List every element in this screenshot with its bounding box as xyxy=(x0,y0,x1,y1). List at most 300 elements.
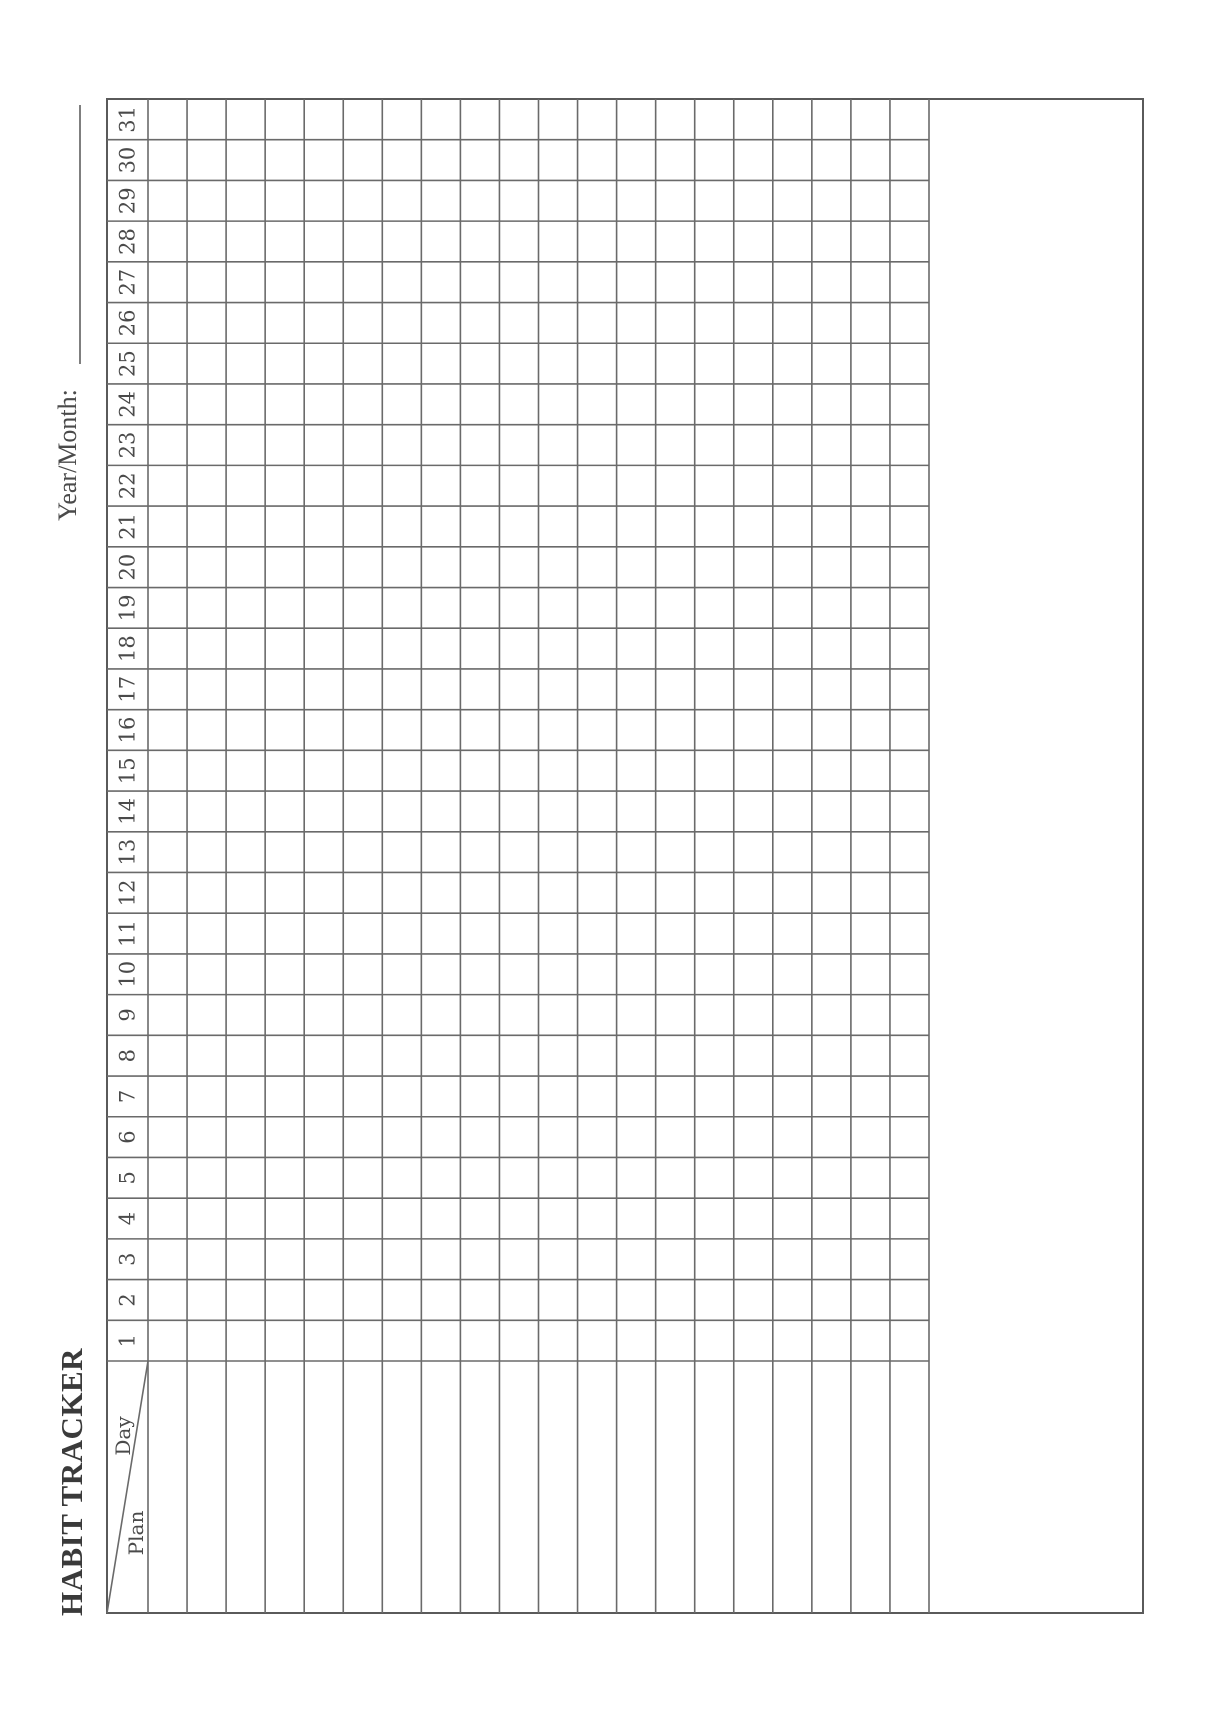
habit-day-cell[interactable] xyxy=(188,222,225,261)
habit-day-cell[interactable] xyxy=(500,344,537,383)
habit-day-cell[interactable] xyxy=(305,1158,342,1197)
habit-day-cell[interactable] xyxy=(149,100,186,139)
habit-day-cell[interactable] xyxy=(813,507,850,546)
habit-day-cell[interactable] xyxy=(461,344,498,383)
habit-day-cell[interactable] xyxy=(813,1158,850,1197)
habit-day-cell[interactable] xyxy=(500,385,537,424)
habit-day-cell[interactable] xyxy=(540,996,577,1035)
habit-day-cell[interactable] xyxy=(852,1321,889,1360)
habit-day-cell[interactable] xyxy=(383,792,420,831)
habit-day-cell[interactable] xyxy=(540,141,577,180)
habit-day-cell[interactable] xyxy=(422,1199,459,1238)
habit-day-cell[interactable] xyxy=(579,589,616,628)
habit-day-cell[interactable] xyxy=(852,344,889,383)
habit-day-cell[interactable] xyxy=(813,833,850,872)
habit-day-cell[interactable] xyxy=(149,1281,186,1320)
habit-day-cell[interactable] xyxy=(774,263,811,302)
habit-day-cell[interactable] xyxy=(266,589,303,628)
habit-day-cell[interactable] xyxy=(383,466,420,505)
habit-day-cell[interactable] xyxy=(266,344,303,383)
habit-day-cell[interactable] xyxy=(500,263,537,302)
habit-day-cell[interactable] xyxy=(266,792,303,831)
habit-day-cell[interactable] xyxy=(500,751,537,790)
habit-day-cell[interactable] xyxy=(266,304,303,343)
habit-day-cell[interactable] xyxy=(774,1240,811,1279)
habit-day-cell[interactable] xyxy=(891,873,928,912)
habit-day-cell[interactable] xyxy=(461,955,498,994)
habit-day-cell[interactable] xyxy=(813,181,850,220)
habit-day-cell[interactable] xyxy=(383,263,420,302)
habit-day-cell[interactable] xyxy=(696,548,733,587)
habit-day-cell[interactable] xyxy=(891,181,928,220)
habit-day-cell[interactable] xyxy=(540,181,577,220)
habit-day-cell[interactable] xyxy=(852,304,889,343)
habit-plan-cell[interactable] xyxy=(696,1362,733,1612)
habit-day-cell[interactable] xyxy=(540,1036,577,1075)
habit-day-cell[interactable] xyxy=(188,263,225,302)
habit-day-cell[interactable] xyxy=(735,385,772,424)
habit-day-cell[interactable] xyxy=(852,670,889,709)
habit-day-cell[interactable] xyxy=(540,222,577,261)
habit-day-cell[interactable] xyxy=(579,1077,616,1116)
habit-day-cell[interactable] xyxy=(383,670,420,709)
habit-day-cell[interactable] xyxy=(813,589,850,628)
habit-day-cell[interactable] xyxy=(344,344,381,383)
habit-day-cell[interactable] xyxy=(735,914,772,953)
habit-day-cell[interactable] xyxy=(579,914,616,953)
habit-day-cell[interactable] xyxy=(813,426,850,465)
habit-day-cell[interactable] xyxy=(266,1240,303,1279)
habit-day-cell[interactable] xyxy=(383,100,420,139)
habit-day-cell[interactable] xyxy=(266,1199,303,1238)
habit-day-cell[interactable] xyxy=(500,141,537,180)
habit-day-cell[interactable] xyxy=(344,1281,381,1320)
habit-day-cell[interactable] xyxy=(461,1158,498,1197)
habit-day-cell[interactable] xyxy=(696,792,733,831)
habit-day-cell[interactable] xyxy=(618,548,655,587)
habit-day-cell[interactable] xyxy=(227,263,264,302)
habit-day-cell[interactable] xyxy=(774,548,811,587)
habit-plan-cell[interactable] xyxy=(227,1362,264,1612)
habit-day-cell[interactable] xyxy=(579,833,616,872)
habit-day-cell[interactable] xyxy=(579,1199,616,1238)
habit-day-cell[interactable] xyxy=(305,263,342,302)
habit-day-cell[interactable] xyxy=(383,507,420,546)
habit-day-cell[interactable] xyxy=(774,222,811,261)
habit-day-cell[interactable] xyxy=(891,507,928,546)
habit-day-cell[interactable] xyxy=(618,507,655,546)
habit-day-cell[interactable] xyxy=(188,1281,225,1320)
habit-day-cell[interactable] xyxy=(540,1077,577,1116)
habit-day-cell[interactable] xyxy=(657,466,694,505)
habit-day-cell[interactable] xyxy=(735,548,772,587)
habit-day-cell[interactable] xyxy=(266,1321,303,1360)
habit-day-cell[interactable] xyxy=(344,548,381,587)
habit-day-cell[interactable] xyxy=(227,548,264,587)
habit-day-cell[interactable] xyxy=(227,711,264,750)
habit-day-cell[interactable] xyxy=(891,996,928,1035)
habit-day-cell[interactable] xyxy=(891,914,928,953)
habit-day-cell[interactable] xyxy=(891,1118,928,1157)
habit-day-cell[interactable] xyxy=(618,629,655,668)
habit-day-cell[interactable] xyxy=(618,426,655,465)
habit-day-cell[interactable] xyxy=(657,711,694,750)
habit-plan-cell[interactable] xyxy=(852,1362,889,1612)
habit-day-cell[interactable] xyxy=(657,670,694,709)
habit-day-cell[interactable] xyxy=(891,1240,928,1279)
habit-day-cell[interactable] xyxy=(891,589,928,628)
habit-day-cell[interactable] xyxy=(500,792,537,831)
habit-day-cell[interactable] xyxy=(696,629,733,668)
habit-day-cell[interactable] xyxy=(735,1158,772,1197)
habit-day-cell[interactable] xyxy=(696,1199,733,1238)
habit-day-cell[interactable] xyxy=(735,1199,772,1238)
habit-day-cell[interactable] xyxy=(618,996,655,1035)
habit-day-cell[interactable] xyxy=(696,100,733,139)
habit-day-cell[interactable] xyxy=(891,344,928,383)
habit-day-cell[interactable] xyxy=(579,507,616,546)
habit-day-cell[interactable] xyxy=(227,304,264,343)
habit-day-cell[interactable] xyxy=(227,141,264,180)
habit-day-cell[interactable] xyxy=(813,670,850,709)
habit-plan-cell[interactable] xyxy=(149,1362,186,1612)
habit-day-cell[interactable] xyxy=(188,181,225,220)
habit-day-cell[interactable] xyxy=(500,548,537,587)
habit-day-cell[interactable] xyxy=(344,385,381,424)
habit-day-cell[interactable] xyxy=(891,426,928,465)
habit-day-cell[interactable] xyxy=(461,711,498,750)
habit-day-cell[interactable] xyxy=(305,670,342,709)
habit-day-cell[interactable] xyxy=(813,751,850,790)
habit-day-cell[interactable] xyxy=(344,629,381,668)
habit-day-cell[interactable] xyxy=(422,304,459,343)
habit-day-cell[interactable] xyxy=(500,629,537,668)
habit-day-cell[interactable] xyxy=(383,1077,420,1116)
habit-day-cell[interactable] xyxy=(227,589,264,628)
habit-day-cell[interactable] xyxy=(227,426,264,465)
habit-day-cell[interactable] xyxy=(891,1158,928,1197)
habit-day-cell[interactable] xyxy=(579,1036,616,1075)
habit-day-cell[interactable] xyxy=(266,548,303,587)
habit-day-cell[interactable] xyxy=(774,629,811,668)
habit-day-cell[interactable] xyxy=(188,711,225,750)
habit-plan-cell[interactable] xyxy=(618,1362,655,1612)
habit-day-cell[interactable] xyxy=(305,711,342,750)
habit-plan-cell[interactable] xyxy=(344,1362,381,1612)
habit-day-cell[interactable] xyxy=(227,1240,264,1279)
habit-day-cell[interactable] xyxy=(657,996,694,1035)
habit-day-cell[interactable] xyxy=(227,1118,264,1157)
habit-day-cell[interactable] xyxy=(813,100,850,139)
habit-day-cell[interactable] xyxy=(735,507,772,546)
habit-day-cell[interactable] xyxy=(540,100,577,139)
habit-day-cell[interactable] xyxy=(461,873,498,912)
habit-day-cell[interactable] xyxy=(735,670,772,709)
habit-day-cell[interactable] xyxy=(305,589,342,628)
habit-day-cell[interactable] xyxy=(696,996,733,1035)
habit-day-cell[interactable] xyxy=(579,711,616,750)
habit-day-cell[interactable] xyxy=(500,589,537,628)
habit-day-cell[interactable] xyxy=(383,1281,420,1320)
habit-day-cell[interactable] xyxy=(266,873,303,912)
habit-day-cell[interactable] xyxy=(266,1158,303,1197)
habit-day-cell[interactable] xyxy=(813,955,850,994)
habit-day-cell[interactable] xyxy=(852,873,889,912)
habit-day-cell[interactable] xyxy=(227,751,264,790)
habit-day-cell[interactable] xyxy=(696,222,733,261)
habit-day-cell[interactable] xyxy=(657,304,694,343)
habit-day-cell[interactable] xyxy=(735,955,772,994)
habit-day-cell[interactable] xyxy=(813,629,850,668)
habit-day-cell[interactable] xyxy=(383,1118,420,1157)
habit-day-cell[interactable] xyxy=(618,1118,655,1157)
habit-day-cell[interactable] xyxy=(500,466,537,505)
habit-day-cell[interactable] xyxy=(149,466,186,505)
habit-day-cell[interactable] xyxy=(383,1321,420,1360)
habit-day-cell[interactable] xyxy=(305,914,342,953)
habit-day-cell[interactable] xyxy=(500,507,537,546)
habit-plan-cell[interactable] xyxy=(383,1362,420,1612)
habit-day-cell[interactable] xyxy=(461,833,498,872)
habit-day-cell[interactable] xyxy=(266,100,303,139)
habit-day-cell[interactable] xyxy=(852,466,889,505)
habit-day-cell[interactable] xyxy=(696,751,733,790)
habit-plan-cell[interactable] xyxy=(266,1362,303,1612)
habit-plan-cell[interactable] xyxy=(422,1362,459,1612)
habit-day-cell[interactable] xyxy=(813,141,850,180)
habit-day-cell[interactable] xyxy=(540,751,577,790)
habit-day-cell[interactable] xyxy=(579,751,616,790)
habit-day-cell[interactable] xyxy=(422,955,459,994)
habit-day-cell[interactable] xyxy=(774,304,811,343)
habit-day-cell[interactable] xyxy=(383,344,420,383)
habit-day-cell[interactable] xyxy=(266,222,303,261)
habit-day-cell[interactable] xyxy=(657,873,694,912)
habit-day-cell[interactable] xyxy=(188,1321,225,1360)
habit-plan-cell[interactable] xyxy=(461,1362,498,1612)
habit-day-cell[interactable] xyxy=(188,1158,225,1197)
habit-day-cell[interactable] xyxy=(422,141,459,180)
habit-day-cell[interactable] xyxy=(657,426,694,465)
habit-day-cell[interactable] xyxy=(540,1281,577,1320)
habit-day-cell[interactable] xyxy=(344,1240,381,1279)
habit-day-cell[interactable] xyxy=(774,141,811,180)
habit-day-cell[interactable] xyxy=(500,304,537,343)
habit-day-cell[interactable] xyxy=(735,1281,772,1320)
habit-day-cell[interactable] xyxy=(852,751,889,790)
habit-day-cell[interactable] xyxy=(657,1118,694,1157)
habit-day-cell[interactable] xyxy=(149,1036,186,1075)
habit-day-cell[interactable] xyxy=(500,1158,537,1197)
habit-day-cell[interactable] xyxy=(540,1158,577,1197)
habit-day-cell[interactable] xyxy=(149,996,186,1035)
habit-day-cell[interactable] xyxy=(383,751,420,790)
habit-day-cell[interactable] xyxy=(461,222,498,261)
habit-day-cell[interactable] xyxy=(579,792,616,831)
habit-day-cell[interactable] xyxy=(227,344,264,383)
habit-day-cell[interactable] xyxy=(657,1077,694,1116)
habit-day-cell[interactable] xyxy=(579,548,616,587)
habit-day-cell[interactable] xyxy=(540,1199,577,1238)
habit-day-cell[interactable] xyxy=(891,100,928,139)
habit-day-cell[interactable] xyxy=(696,1281,733,1320)
habit-day-cell[interactable] xyxy=(383,833,420,872)
habit-day-cell[interactable] xyxy=(618,792,655,831)
habit-day-cell[interactable] xyxy=(618,1281,655,1320)
habit-day-cell[interactable] xyxy=(891,711,928,750)
habit-day-cell[interactable] xyxy=(227,466,264,505)
habit-day-cell[interactable] xyxy=(852,507,889,546)
habit-day-cell[interactable] xyxy=(149,1077,186,1116)
habit-day-cell[interactable] xyxy=(266,507,303,546)
habit-day-cell[interactable] xyxy=(813,1077,850,1116)
habit-day-cell[interactable] xyxy=(188,873,225,912)
habit-day-cell[interactable] xyxy=(149,222,186,261)
habit-plan-cell[interactable] xyxy=(774,1362,811,1612)
habit-day-cell[interactable] xyxy=(618,385,655,424)
habit-day-cell[interactable] xyxy=(657,222,694,261)
habit-day-cell[interactable] xyxy=(735,711,772,750)
habit-day-cell[interactable] xyxy=(266,1077,303,1116)
habit-day-cell[interactable] xyxy=(735,589,772,628)
habit-day-cell[interactable] xyxy=(774,1077,811,1116)
habit-day-cell[interactable] xyxy=(540,1118,577,1157)
habit-day-cell[interactable] xyxy=(774,833,811,872)
habit-day-cell[interactable] xyxy=(305,141,342,180)
habit-day-cell[interactable] xyxy=(618,955,655,994)
habit-day-cell[interactable] xyxy=(852,1036,889,1075)
habit-day-cell[interactable] xyxy=(774,1118,811,1157)
habit-day-cell[interactable] xyxy=(852,955,889,994)
habit-day-cell[interactable] xyxy=(500,873,537,912)
habit-day-cell[interactable] xyxy=(540,426,577,465)
habit-day-cell[interactable] xyxy=(149,751,186,790)
habit-day-cell[interactable] xyxy=(383,385,420,424)
habit-day-cell[interactable] xyxy=(227,222,264,261)
habit-day-cell[interactable] xyxy=(500,1118,537,1157)
habit-day-cell[interactable] xyxy=(266,670,303,709)
habit-day-cell[interactable] xyxy=(774,955,811,994)
habit-day-cell[interactable] xyxy=(618,1036,655,1075)
habit-day-cell[interactable] xyxy=(305,751,342,790)
habit-day-cell[interactable] xyxy=(774,711,811,750)
habit-day-cell[interactable] xyxy=(540,507,577,546)
habit-day-cell[interactable] xyxy=(227,1199,264,1238)
habit-day-cell[interactable] xyxy=(305,385,342,424)
habit-day-cell[interactable] xyxy=(891,792,928,831)
habit-day-cell[interactable] xyxy=(149,304,186,343)
habit-day-cell[interactable] xyxy=(422,1158,459,1197)
habit-day-cell[interactable] xyxy=(852,629,889,668)
habit-day-cell[interactable] xyxy=(149,385,186,424)
habit-day-cell[interactable] xyxy=(149,141,186,180)
habit-day-cell[interactable] xyxy=(461,589,498,628)
habit-day-cell[interactable] xyxy=(735,833,772,872)
habit-day-cell[interactable] xyxy=(383,1036,420,1075)
habit-day-cell[interactable] xyxy=(579,263,616,302)
habit-day-cell[interactable] xyxy=(618,344,655,383)
habit-day-cell[interactable] xyxy=(657,1158,694,1197)
habit-day-cell[interactable] xyxy=(657,181,694,220)
habit-day-cell[interactable] xyxy=(774,792,811,831)
habit-day-cell[interactable] xyxy=(696,1036,733,1075)
habit-day-cell[interactable] xyxy=(579,304,616,343)
habit-day-cell[interactable] xyxy=(500,955,537,994)
habit-day-cell[interactable] xyxy=(540,873,577,912)
habit-day-cell[interactable] xyxy=(891,141,928,180)
habit-day-cell[interactable] xyxy=(422,466,459,505)
habit-day-cell[interactable] xyxy=(696,1240,733,1279)
habit-day-cell[interactable] xyxy=(618,263,655,302)
notes-area[interactable] xyxy=(930,100,1142,1612)
habit-day-cell[interactable] xyxy=(618,873,655,912)
habit-day-cell[interactable] xyxy=(305,873,342,912)
habit-day-cell[interactable] xyxy=(383,914,420,953)
habit-day-cell[interactable] xyxy=(461,792,498,831)
habit-day-cell[interactable] xyxy=(852,1281,889,1320)
habit-day-cell[interactable] xyxy=(344,507,381,546)
habit-day-cell[interactable] xyxy=(188,1077,225,1116)
habit-day-cell[interactable] xyxy=(422,100,459,139)
habit-day-cell[interactable] xyxy=(540,1321,577,1360)
habit-day-cell[interactable] xyxy=(188,629,225,668)
habit-day-cell[interactable] xyxy=(461,670,498,709)
habit-day-cell[interactable] xyxy=(422,833,459,872)
habit-day-cell[interactable] xyxy=(696,1077,733,1116)
habit-day-cell[interactable] xyxy=(344,100,381,139)
habit-day-cell[interactable] xyxy=(344,1199,381,1238)
habit-day-cell[interactable] xyxy=(891,1036,928,1075)
habit-day-cell[interactable] xyxy=(305,629,342,668)
habit-day-cell[interactable] xyxy=(696,507,733,546)
habit-day-cell[interactable] xyxy=(813,1036,850,1075)
habit-day-cell[interactable] xyxy=(500,1199,537,1238)
habit-day-cell[interactable] xyxy=(579,426,616,465)
habit-day-cell[interactable] xyxy=(852,548,889,587)
habit-day-cell[interactable] xyxy=(461,181,498,220)
habit-day-cell[interactable] xyxy=(188,792,225,831)
habit-day-cell[interactable] xyxy=(579,629,616,668)
habit-day-cell[interactable] xyxy=(149,792,186,831)
habit-day-cell[interactable] xyxy=(383,222,420,261)
habit-day-cell[interactable] xyxy=(500,1321,537,1360)
habit-day-cell[interactable] xyxy=(500,914,537,953)
habit-day-cell[interactable] xyxy=(422,507,459,546)
habit-day-cell[interactable] xyxy=(422,548,459,587)
habit-day-cell[interactable] xyxy=(813,548,850,587)
habit-day-cell[interactable] xyxy=(461,1321,498,1360)
habit-day-cell[interactable] xyxy=(579,873,616,912)
habit-day-cell[interactable] xyxy=(422,1321,459,1360)
habit-day-cell[interactable] xyxy=(813,1321,850,1360)
habit-day-cell[interactable] xyxy=(461,304,498,343)
habit-day-cell[interactable] xyxy=(383,955,420,994)
habit-day-cell[interactable] xyxy=(540,466,577,505)
habit-day-cell[interactable] xyxy=(383,996,420,1035)
habit-day-cell[interactable] xyxy=(188,996,225,1035)
habit-day-cell[interactable] xyxy=(696,344,733,383)
habit-day-cell[interactable] xyxy=(422,1118,459,1157)
habit-day-cell[interactable] xyxy=(227,670,264,709)
habit-day-cell[interactable] xyxy=(422,181,459,220)
habit-day-cell[interactable] xyxy=(813,385,850,424)
habit-day-cell[interactable] xyxy=(774,996,811,1035)
habit-day-cell[interactable] xyxy=(852,222,889,261)
habit-day-cell[interactable] xyxy=(422,589,459,628)
habit-day-cell[interactable] xyxy=(540,914,577,953)
habit-day-cell[interactable] xyxy=(540,792,577,831)
habit-day-cell[interactable] xyxy=(383,548,420,587)
